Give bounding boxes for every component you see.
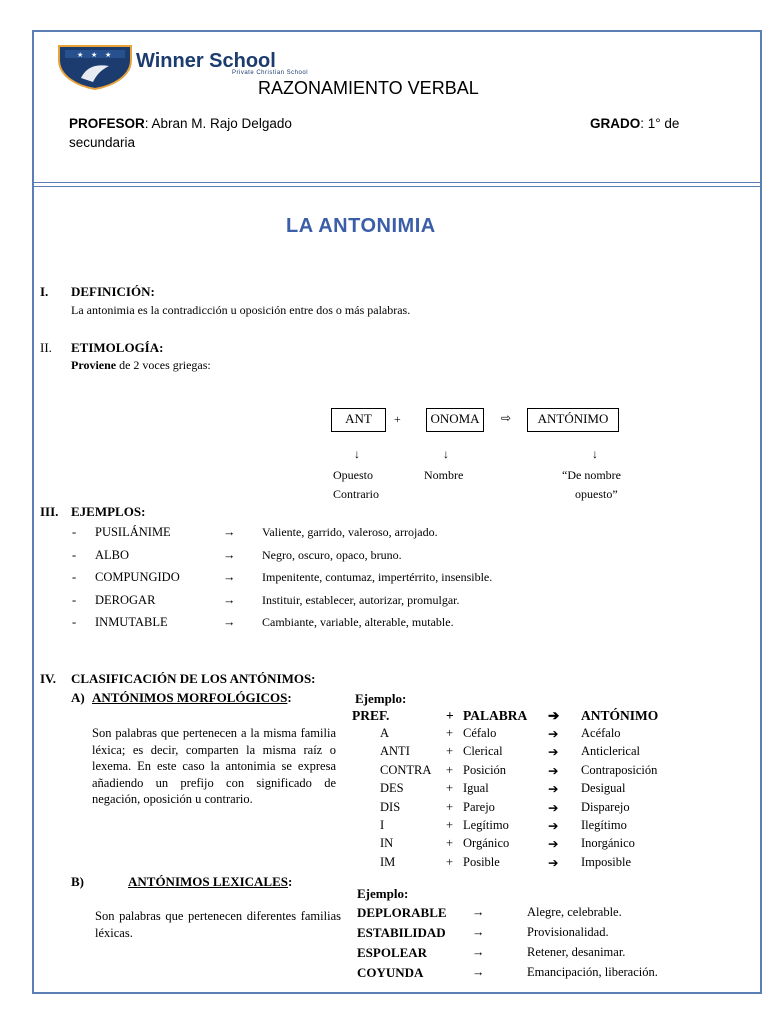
lexical-antonyms: Emancipación, liberación.	[527, 965, 658, 979]
subsection-a-heading: ANTÓNIMOS MORFOLÓGICOS	[92, 690, 288, 705]
morph-plus: +	[446, 781, 454, 796]
example-word: PUSILÁNIME	[95, 525, 171, 539]
morph-arrow: ➔	[548, 800, 559, 815]
grado-label: GRADO	[590, 116, 641, 131]
col-plus-header: +	[446, 708, 454, 723]
morph-word: Legítimo	[463, 818, 509, 832]
subsection-a-heading-line	[92, 690, 292, 706]
morph-word: Posición	[463, 762, 507, 777]
morph-word: Céfalo	[463, 726, 497, 740]
profesor-line	[69, 116, 292, 131]
morph-antonym: Desigual	[581, 781, 626, 796]
subsection-a-example-label: Ejemplo:	[355, 691, 407, 706]
section-2-text-bold: Proviene	[71, 358, 117, 372]
lexical-word: DEPLORABLE	[357, 905, 447, 920]
svg-text:★: ★	[105, 51, 112, 59]
svg-text:★: ★	[77, 51, 84, 59]
morph-antonym: Anticlerical	[581, 744, 640, 759]
example-antonyms: Valiente, garrido, valeroso, arrojado.	[262, 525, 438, 539]
morph-plus: +	[446, 744, 454, 759]
school-subtitle: Private Christian School	[232, 70, 309, 76]
morph-antonym: Contraposición	[581, 762, 658, 777]
morph-antonym: Ilegítimo	[581, 818, 627, 832]
morph-prefix: ANTI	[380, 744, 410, 759]
morph-plus: +	[446, 799, 454, 814]
subsection-a-label: A)	[71, 690, 85, 705]
etymology-box-onoma: ONOMA	[426, 408, 484, 432]
morph-plus: +	[446, 836, 454, 851]
example-arrow: →	[223, 570, 236, 584]
morph-antonym: Acéfalo	[581, 726, 621, 740]
col-pref-header: PREF.	[352, 708, 390, 723]
morph-arrow: ➔	[548, 837, 559, 852]
subsection-b-heading: ANTÓNIMOS LEXICALES	[128, 874, 289, 889]
section-2-text-rest: de 2 voces griegas:	[116, 358, 211, 372]
example-arrow: →	[223, 592, 236, 607]
lexical-antonyms: Alegre, celebrable.	[527, 905, 622, 919]
example-word: DEROGAR	[95, 592, 156, 607]
morph-antonym: Inorgánico	[581, 836, 635, 851]
example-word: INMUTABLE	[95, 615, 168, 629]
morph-prefix: DIS	[380, 799, 401, 814]
grado-continuation: secundaria	[69, 135, 136, 150]
meaning-nombre: Nombre	[424, 468, 464, 482]
subsection-b-example-label: Ejemplo:	[357, 886, 409, 901]
example-dash: -	[72, 570, 77, 584]
subsection-a-paragraph: Son palabras que pertenecen a la misma familia léxica; es decir, comparten la misma raíz o lexema. En este caso la antonimia se expresa añadiendo un prefijo con significado de negación, oposición u contrario.	[92, 726, 336, 806]
morph-word: Posible	[463, 854, 500, 869]
down-arrow-2: ↓	[443, 447, 449, 461]
example-dash: -	[72, 615, 77, 629]
morph-prefix: I	[380, 818, 385, 832]
section-2-heading: ETIMOLOGÍA:	[71, 340, 164, 355]
example-word: COMPUNGIDO	[95, 570, 180, 584]
morph-plus: +	[446, 818, 454, 832]
morph-arrow: ➔	[548, 855, 559, 870]
morph-word: Orgánico	[463, 836, 510, 851]
morph-word: Clerical	[463, 744, 503, 759]
etymology-box-ant: ANT	[331, 408, 386, 432]
section-1-text: La antonimia es la contradicción u oposición entre dos o más palabras.	[71, 303, 411, 317]
lexical-arrow: →	[472, 945, 485, 959]
meaning-opuesto-2: opuesto”	[575, 487, 618, 501]
section-2-number: II.	[40, 340, 52, 355]
subsection-b-paragraph: Son palabras que pertenecen diferentes familias léxicas.	[95, 909, 341, 940]
header-separator	[34, 182, 760, 187]
grado-line	[590, 116, 679, 131]
morph-arrow: ➔	[548, 727, 559, 741]
example-antonyms: Impenitente, contumaz, impertérrito, insensible.	[262, 570, 493, 584]
school-name: Winner School	[136, 50, 276, 72]
meaning-opuesto: Opuesto	[333, 468, 373, 482]
subsection-b-heading-line	[128, 874, 292, 890]
morph-arrow: ➔	[548, 782, 559, 797]
down-arrow-1: ↓	[354, 447, 360, 461]
lexical-antonyms: Provisionalidad.	[527, 925, 609, 939]
example-word: ALBO	[95, 547, 130, 562]
example-antonyms: Cambiante, variable, alterable, mutable.	[262, 615, 454, 629]
example-antonyms: Negro, oscuro, opaco, bruno.	[262, 547, 402, 562]
section-3-heading: EJEMPLOS:	[71, 504, 146, 519]
course-title: RAZONAMIENTO VERBAL	[258, 78, 479, 98]
shield-logo-icon	[57, 42, 133, 90]
morph-prefix: IN	[380, 836, 394, 851]
section-4-number: IV.	[40, 671, 57, 686]
section-4-heading: CLASIFICACIÓN DE LOS ANTÓNIMOS:	[71, 671, 316, 686]
example-arrow: →	[223, 615, 236, 629]
col-antonimo-header: ANTÓNIMO	[581, 708, 659, 723]
morph-word: Igual	[463, 781, 489, 796]
page-title: LA ANTONIMIA	[286, 215, 436, 237]
lexical-arrow: →	[472, 965, 485, 979]
lexical-antonyms: Retener, desanimar.	[527, 945, 626, 959]
lexical-word: ESTABILIDAD	[357, 925, 446, 940]
etymology-plus: +	[394, 412, 401, 426]
profesor-value: : Abran M. Rajo Delgado	[144, 116, 292, 131]
etymology-arrow: ⇨	[501, 411, 512, 425]
profesor-label: PROFESOR	[69, 116, 145, 131]
morph-plus: +	[446, 762, 454, 777]
morph-arrow: ➔	[548, 819, 559, 833]
section-1-heading: DEFINICIÓN:	[71, 284, 155, 299]
example-dash: -	[72, 592, 77, 607]
grado-value: : 1° de	[640, 116, 680, 131]
section-2-text	[71, 358, 211, 373]
subsection-b-colon: :	[288, 874, 293, 889]
subsection-a-colon: :	[287, 690, 292, 705]
meaning-contrario: Contrario	[333, 487, 379, 501]
morph-plus: +	[446, 726, 454, 740]
morph-arrow: ➔	[548, 745, 559, 760]
example-arrow: →	[223, 525, 236, 539]
morph-prefix: CONTRA	[380, 762, 432, 777]
morph-word: Parejo	[463, 799, 495, 814]
example-dash: -	[72, 525, 77, 539]
meaning-de-nombre: “De nombre	[562, 468, 621, 482]
lexical-word: ESPOLEAR	[357, 945, 428, 960]
morph-antonym: Imposible	[581, 854, 631, 869]
col-palabra-header: PALABRA	[463, 708, 528, 723]
lexical-arrow: →	[472, 925, 485, 939]
example-antonyms: Instituir, establecer, autorizar, promulgar.	[262, 592, 460, 607]
svg-text:★: ★	[91, 51, 98, 59]
morph-prefix: DES	[380, 781, 404, 796]
morph-prefix: A	[380, 726, 390, 740]
morph-antonym: Disparejo	[581, 799, 630, 814]
lexical-word: COYUNDA	[357, 965, 424, 980]
lexical-arrow: →	[472, 905, 485, 919]
example-arrow: →	[223, 547, 236, 562]
subsection-b-label: B)	[71, 874, 84, 889]
section-3-number: III.	[40, 504, 59, 519]
etymology-box-antonimo: ANTÓNIMO	[527, 408, 619, 432]
section-1-number: I.	[40, 284, 49, 299]
example-dash: -	[72, 547, 77, 562]
school-logo	[57, 42, 133, 95]
morph-arrow: ➔	[548, 763, 559, 778]
col-arrow-header: ➔	[548, 708, 560, 723]
morph-plus: +	[446, 854, 454, 869]
morph-prefix: IM	[380, 854, 396, 869]
down-arrow-3: ↓	[592, 447, 598, 461]
